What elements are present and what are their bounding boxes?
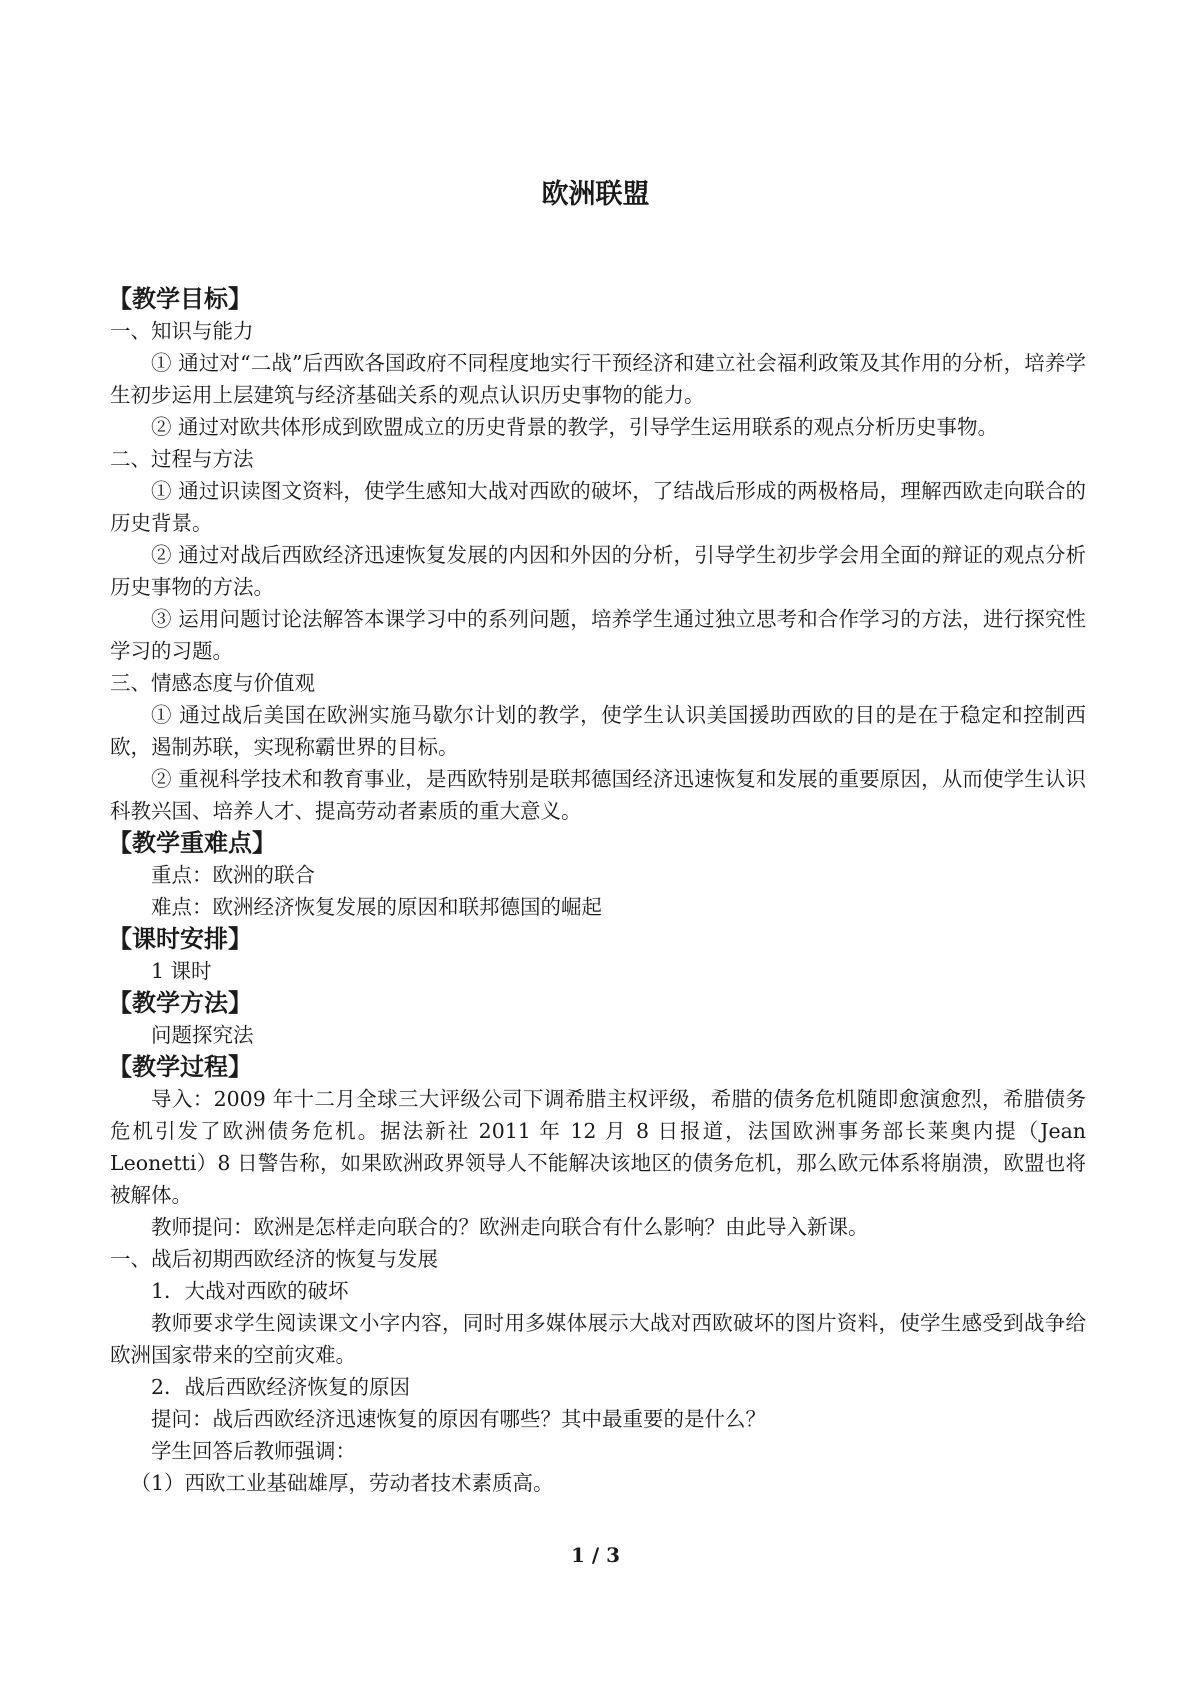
paragraph: ① 通过对“二战”后西欧各国政府不同程度地实行干预经济和建立社会福利政策及其作用的分析，培养学生初步运用上层建筑与经济基础关系的观点认识历史事物的能力。 bbox=[110, 351, 1086, 407]
subheading-values: 三、情感态度与价值观 bbox=[110, 671, 315, 695]
section-heading-goals: 【教学目标】 bbox=[108, 285, 252, 313]
list-item-reason: （1）西欧工业基础雄厚，劳动者技术素质高。 bbox=[130, 1471, 554, 1495]
section-heading-method: 【教学方法】 bbox=[108, 989, 252, 1017]
paragraph-intro: 导入：2009 年十二月全球三大评级公司下调希腊主权评级，希腊的债务危机随即愈演愈烈，希腊债务危机引发了欧洲债务危机。据法新社 2011 年 12 月 8 日报道，法国欧洲事务部长莱奥内提（Jean Leonetti）8 日警告称，如果欧洲政界领导人不能解决该地区的债务危机，那么欧元体系将崩溃，欧盟也将被解体。 bbox=[110, 1087, 1086, 1207]
document-body bbox=[110, 283, 1086, 1499]
paragraph-question: 教师提问：欧洲是怎样走向联合的？欧洲走向联合有什么影响？由此导入新课。 bbox=[151, 1215, 869, 1239]
difficulty-text: 难点：欧洲经济恢复发展的原因和联邦德国的崛起 bbox=[151, 895, 602, 919]
subheading-knowledge: 一、知识与能力 bbox=[110, 319, 254, 343]
subheading-sub1: 1．大战对西欧的破坏 bbox=[151, 1279, 349, 1303]
keypoint-text: 重点：欧洲的联合 bbox=[151, 863, 315, 887]
page-number: 1 / 3 bbox=[570, 1543, 621, 1567]
paragraph: ① 通过战后美国在欧洲实施马歇尔计划的教学，使学生认识美国援助西欧的目的是在于稳定和控制西欧，遏制苏联，实现称霸世界的目标。 bbox=[110, 703, 1086, 759]
paragraph: ③ 运用问题讨论法解答本课学习中的系列问题，培养学生通过独立思考和合作学习的方法，进行探究性学习的习题。 bbox=[110, 607, 1086, 663]
subheading-sub2: 2．战后西欧经济恢复的原因 bbox=[151, 1375, 411, 1399]
paragraph: 学生回答后教师强调： bbox=[151, 1439, 356, 1463]
paragraph: ① 通过识读图文资料，使学生感知大战对西欧的破坏，了结战后形成的两极格局，理解西欧走向联合的历史背景。 bbox=[110, 479, 1086, 535]
page-title: 欧洲联盟 bbox=[541, 179, 650, 210]
paragraph: ② 重视科学技术和教育事业，是西欧特别是联邦德国经济迅速恢复和发展的重要原因，从而使学生认识科教兴国、培养人才、提高劳动者素质的重大意义。 bbox=[110, 767, 1086, 823]
paragraph: ② 通过对欧共体形成到欧盟成立的历史背景的教学，引导学生运用联系的观点分析历史事物。 bbox=[151, 415, 999, 439]
subheading-process: 二、过程与方法 bbox=[110, 447, 254, 471]
subheading-part1: 一、战后初期西欧经济的恢复与发展 bbox=[110, 1247, 438, 1271]
schedule-text: 1 课时 bbox=[151, 959, 212, 983]
section-heading-process: 【教学过程】 bbox=[108, 1053, 252, 1081]
paragraph: 提问：战后西欧经济迅速恢复的原因有哪些？其中最重要的是什么？ bbox=[151, 1407, 766, 1431]
section-heading-schedule: 【课时安排】 bbox=[108, 925, 252, 953]
paragraph: 教师要求学生阅读课文小字内容，同时用多媒体展示大战对西欧破坏的图片资料，使学生感受到战争给欧洲国家带来的空前灾难。 bbox=[110, 1311, 1086, 1367]
method-text: 问题探究法 bbox=[151, 1023, 254, 1047]
paragraph: ② 通过对战后西欧经济迅速恢复发展的内因和外因的分析，引导学生初步学会用全面的辩证的观点分析历史事物的方法。 bbox=[110, 543, 1086, 599]
section-heading-keypoints: 【教学重难点】 bbox=[108, 829, 276, 857]
